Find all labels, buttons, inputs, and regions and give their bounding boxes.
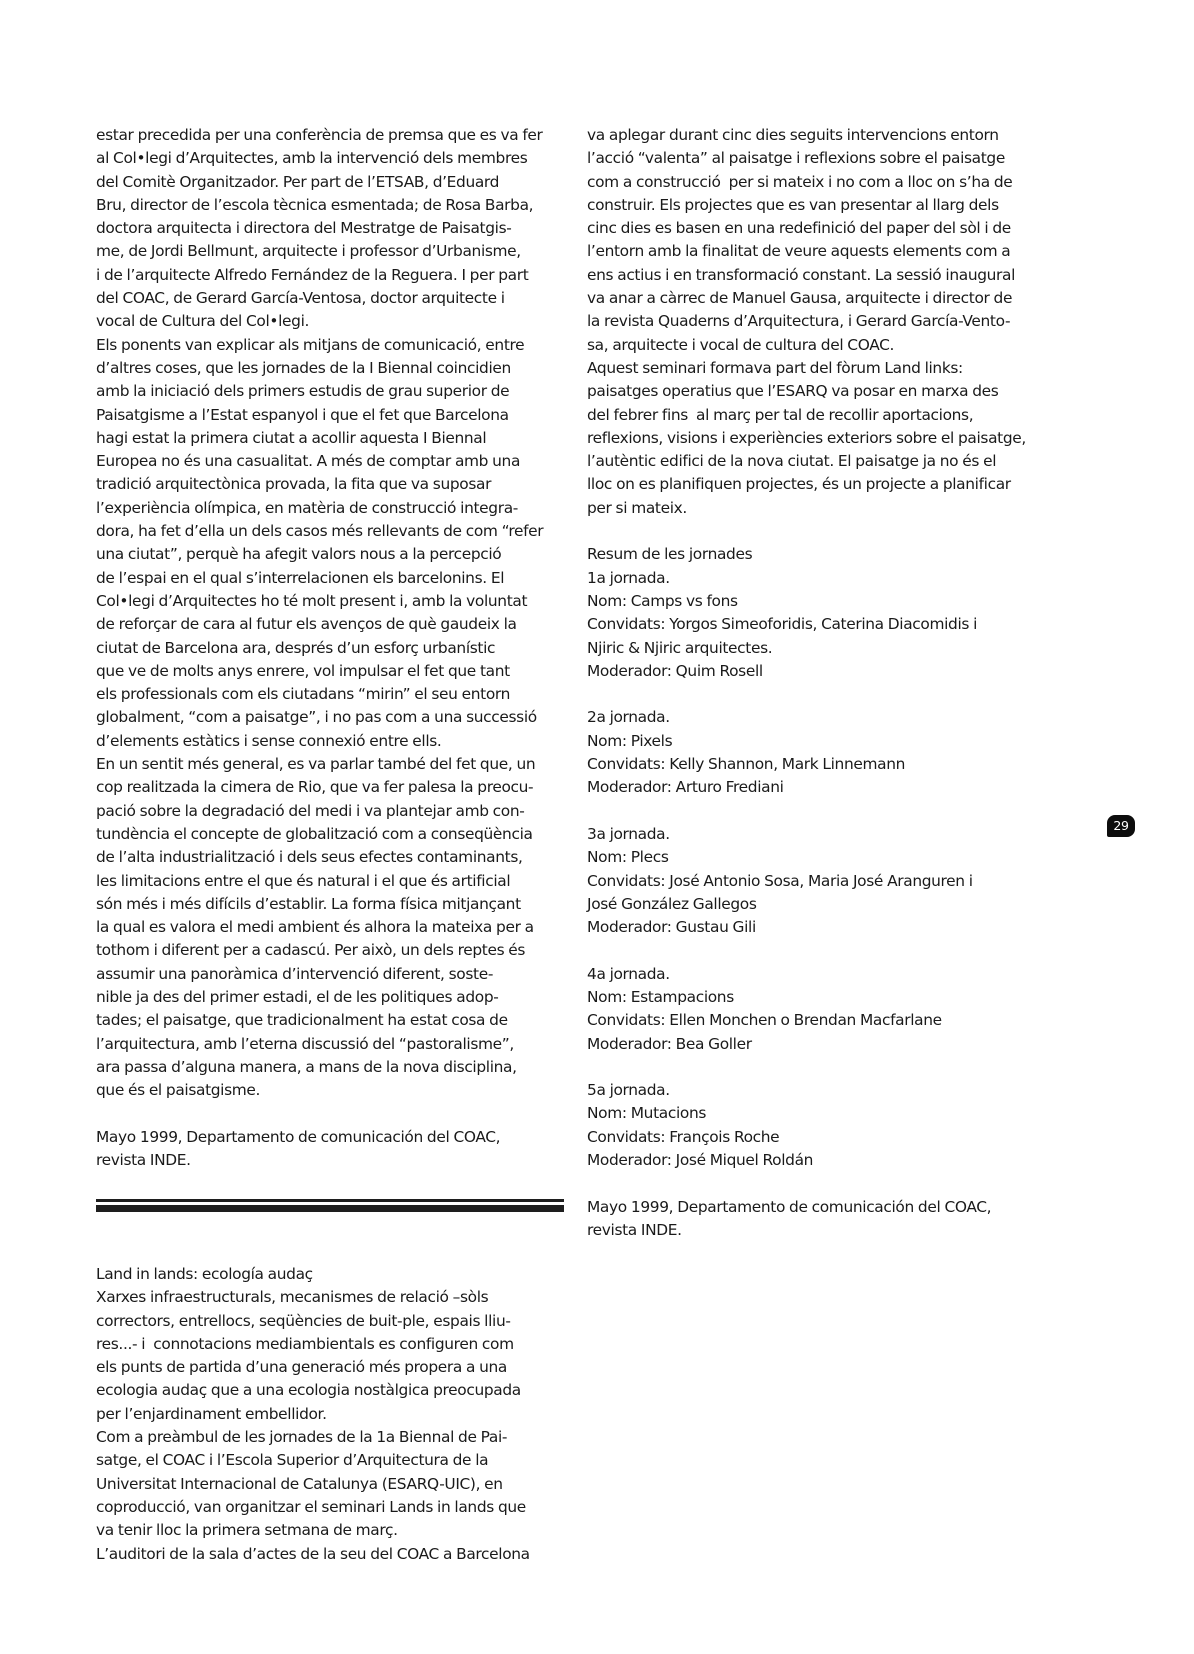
text-line: una ciutat”, perquè ha afegit valors nous a la percepció	[96, 545, 502, 564]
session-name: Nom: Pixels	[587, 731, 673, 750]
session-name: Nom: Estampacions	[587, 987, 734, 1006]
article-2-title: Land in lands: ecología audaç	[96, 1265, 313, 1283]
session-moderator: Moderador: Arturo Frediani	[587, 778, 784, 797]
text-line: al Col•legi d’Arquitectes, amb la intervenció dels membres	[96, 149, 528, 168]
text-line: nible ja des del primer estadi, el de les politiques adop-	[96, 987, 499, 1006]
text-line: que ve de molts anys enrere, vol impulsar el fet que tant	[96, 661, 510, 680]
text-line: estar precedida per una conferència de premsa que es va fer	[96, 126, 543, 144]
text-line: de reforçar de cara al futur els avenços de què gaudeix la	[96, 615, 517, 634]
text-line: lloc on es planifiquen projectes, és un projecte a planificar	[587, 475, 1011, 494]
text-line: Mayo 1999, Departamento de comunicación del COAC,	[587, 1197, 992, 1216]
session-block	[587, 706, 1057, 822]
text-line: Paisatgisme a l’Estat espanyol i que el fet que Barcelona	[96, 405, 509, 424]
left-column	[96, 124, 566, 1172]
text-line: Aquest seminari formava part del fòrum Land links:	[587, 358, 963, 377]
text-line: paisatges operatius que l’ESARQ va posar en marxa des	[587, 382, 999, 401]
session-moderator: Moderador: Gustau Gili	[587, 918, 756, 937]
article-2-body	[96, 1286, 566, 1566]
text-line: Mayo 1999, Departamento de comunicación del COAC,	[96, 1127, 501, 1146]
session-guests: Convidats: Ellen Monchen o Brendan Macfarlane	[587, 1011, 942, 1030]
session-block	[587, 963, 1057, 1079]
session-heading: 3a jornada.	[587, 824, 670, 843]
article-2	[96, 1263, 566, 1566]
text-line: va aplegar durant cinc dies seguits intervencions entorn	[587, 126, 999, 144]
session-heading: 2a jornada.	[587, 708, 670, 727]
text-line: cop realitzada la cimera de Rio, que va fer palesa la preocu-	[96, 778, 534, 797]
text-line: Europea no és una casualitat. A més de comptar amb una	[96, 452, 521, 471]
text-line: vocal de Cultura del Col•legi.	[96, 312, 310, 331]
article-1-body	[96, 124, 566, 1102]
text-line: tades; el paisatge, que tradicionalment ha estat cosa de	[96, 1011, 508, 1030]
sessions-list	[587, 567, 1057, 1196]
text-line: Els ponents van explicar als mitjans de comunicació, entre	[96, 335, 525, 354]
text-line: l’experiència olímpica, en matèria de construcció integra-	[96, 498, 518, 517]
session-name: Nom: Camps vs fons	[587, 591, 738, 610]
session-guests: Convidats: Yorgos Simeoforidis, Caterina Diacomidis i	[587, 615, 978, 634]
spacer	[587, 1172, 1057, 1195]
text-line: reflexions, visions i experiències exteriors sobre el paisatge,	[587, 428, 1026, 447]
text-line: els punts de partida d’una generació més propera a una	[96, 1358, 508, 1377]
text-line: són més i més difícils d’establir. La forma física mitjançant	[96, 894, 521, 913]
text-line: amb la iniciació dels primers estudis de grau superior de	[96, 382, 510, 401]
article-2-continued	[587, 124, 1057, 520]
article-1-credit	[96, 1126, 566, 1173]
spacer	[587, 520, 1057, 543]
right-credit	[587, 1196, 1057, 1243]
session-name: Nom: Mutacions	[587, 1104, 707, 1123]
text-line: va anar a càrrec de Manuel Gausa, arquitecte i director de	[587, 289, 1013, 308]
session-guests: José González Gallegos	[587, 894, 757, 913]
text-line: Com a preàmbul de les jornades de la 1a Biennal de Pai-	[96, 1428, 508, 1447]
text-line: la qual es valora el medi ambient és alhora la mateixa per a	[96, 918, 534, 937]
session-block	[587, 567, 1057, 707]
text-line: l’entorn amb la finalitat de veure aquests elements com a	[587, 242, 1011, 261]
text-line: de l’espai en el qual s’interrelacionen els barcelonins. El	[96, 568, 505, 587]
page-number-badge: 29	[1107, 815, 1135, 837]
spacer	[587, 683, 1057, 706]
text-line: correctors, entrellocs, seqüències de buit-ple, espais lliu-	[96, 1311, 511, 1330]
text-line: revista INDE.	[96, 1151, 191, 1170]
text-line: l’arquitectura, amb l’eterna discussió del “pastoralisme”,	[96, 1034, 514, 1053]
text-line: doctora arquitecta i directora del Mestratge de Paisatgis-	[96, 219, 512, 238]
text-line: res...- i connotacions mediambientals es configuren com	[96, 1334, 514, 1353]
text-line: tundència el concepte de globalització com a conseqüència	[96, 824, 533, 843]
text-line: ens actius i en transformació constant. La sessió inaugural	[587, 265, 1016, 284]
text-line: com a construcció per si mateix i no com a lloc on s’ha de	[587, 172, 1013, 191]
session-block	[587, 1079, 1057, 1195]
text-line: Universitat Internacional de Catalunya (ESARQ-UIC), en	[96, 1474, 503, 1493]
text-line: l’autèntic edifici de la nova ciutat. El paisatge ja no és el	[587, 452, 997, 471]
spacer	[587, 800, 1057, 823]
text-line: ecologia audaç que a una ecologia nostàlgica preocupada	[96, 1381, 521, 1400]
text-line: tradició arquitectònica provada, la fita que va suposar	[96, 475, 492, 494]
section-divider-thin	[96, 1199, 564, 1202]
text-line: satge, el COAC i l’Escola Superior d’Arquitectura de la	[96, 1451, 489, 1470]
session-moderator: Moderador: José Miquel Roldán	[587, 1151, 814, 1170]
text-line: globalment, “com a paisatge”, i no pas com a una successió	[96, 708, 537, 727]
text-line: d’altres coses, que les jornades de la I Biennal coincidien	[96, 358, 511, 377]
text-line: ara passa d’alguna manera, a mans de la nova disciplina,	[96, 1057, 517, 1076]
text-line: va tenir lloc la primera setmana de març.	[96, 1521, 398, 1540]
text-line: del febrer fins al març per tal de recollir aportacions,	[587, 405, 974, 424]
text-line: cinc dies es basen en una redefinició del paper del sòl i de	[587, 219, 1011, 238]
text-line: dora, ha fet d’ella un dels casos més rellevants de com “refer	[96, 522, 544, 541]
session-block	[587, 823, 1057, 963]
session-moderator: Moderador: Quim Rosell	[587, 661, 763, 680]
session-guests: Convidats: Kelly Shannon, Mark Linnemann	[587, 755, 906, 774]
session-guests: Njiric & Njiric arquitectes.	[587, 638, 773, 657]
text-line: les limitacions entre el que és natural i el que és artificial	[96, 871, 511, 890]
text-line: L’auditori de la sala d’actes de la seu del COAC a Barcelona	[96, 1544, 530, 1563]
text-line: de l’alta industrialització i dels seus efectes contaminants,	[96, 848, 523, 867]
session-moderator: Moderador: Bea Goller	[587, 1034, 752, 1053]
text-line: sa, arquitecte i vocal de cultura del COAC.	[587, 335, 895, 354]
summary-title: Resum de les jornades	[587, 545, 753, 564]
text-line: pació sobre la degradació del medi i va plantejar amb con-	[96, 801, 525, 820]
text-line: Bru, director de l’escola tècnica esmentada; de Rosa Barba,	[96, 195, 534, 214]
text-line: per si mateix.	[587, 498, 687, 517]
session-guests: Convidats: José Antonio Sosa, Maria José Aranguren i	[587, 871, 973, 890]
text-line: els professionals com els ciutadans “mirin” el seu entorn	[96, 685, 510, 704]
text-line: Xarxes infraestructurals, mecanismes de relació –sòls	[96, 1288, 489, 1307]
text-line: l’acció “valenta” al paisatge i reflexions sobre el paisatge	[587, 149, 1005, 168]
text-line: la revista Quaderns d’Arquitectura, i Gerard García-Vento-	[587, 312, 1011, 331]
text-line: assumir una panoràmica d’intervenció diferent, soste-	[96, 964, 494, 983]
text-line: ciutat de Barcelona ara, després d’un esforç urbanístic	[96, 638, 496, 657]
session-heading: 4a jornada.	[587, 964, 670, 983]
session-guests: Convidats: François Roche	[587, 1127, 780, 1146]
text-line: Col•legi d’Arquitectes ho té molt present i, amb la voluntat	[96, 591, 528, 610]
text-line: tothom i diferent per a cadascú. Per això, un dels reptes és	[96, 941, 526, 960]
spacer	[587, 1056, 1057, 1079]
right-column	[587, 124, 1057, 1242]
text-line: i de l’arquitecte Alfredo Fernández de la Reguera. I per part	[96, 265, 529, 284]
text-line: del Comitè Organitzador. Per part de l’ETSAB, d’Eduard	[96, 172, 500, 191]
session-heading: 5a jornada.	[587, 1081, 670, 1100]
spacer	[96, 1102, 566, 1125]
text-line: me, de Jordi Bellmunt, arquitecte i professor d’Urbanisme,	[96, 242, 521, 261]
text-line: del COAC, de Gerard García-Ventosa, doctor arquitecte i	[96, 289, 505, 308]
text-line: coproducció, van organitzar el seminari Lands in lands que	[96, 1497, 526, 1516]
text-line: que és el paisatgisme.	[96, 1081, 261, 1100]
section-divider-thick	[96, 1205, 564, 1212]
text-line: revista INDE.	[587, 1220, 682, 1239]
text-line: d’elements estàtics i sense connexió entre ells.	[96, 731, 442, 750]
session-heading: 1a jornada.	[587, 568, 670, 587]
session-name: Nom: Plecs	[587, 848, 669, 867]
text-line: construir. Els projectes que es van presentar al llarg dels	[587, 195, 999, 214]
text-line: per l’enjardinament embellidor.	[96, 1404, 327, 1423]
text-line: En un sentit més general, es va parlar també del fet que, un	[96, 755, 536, 774]
text-line: hagi estat la primera ciutat a acollir aquesta I Biennal	[96, 428, 487, 447]
spacer	[587, 939, 1057, 962]
